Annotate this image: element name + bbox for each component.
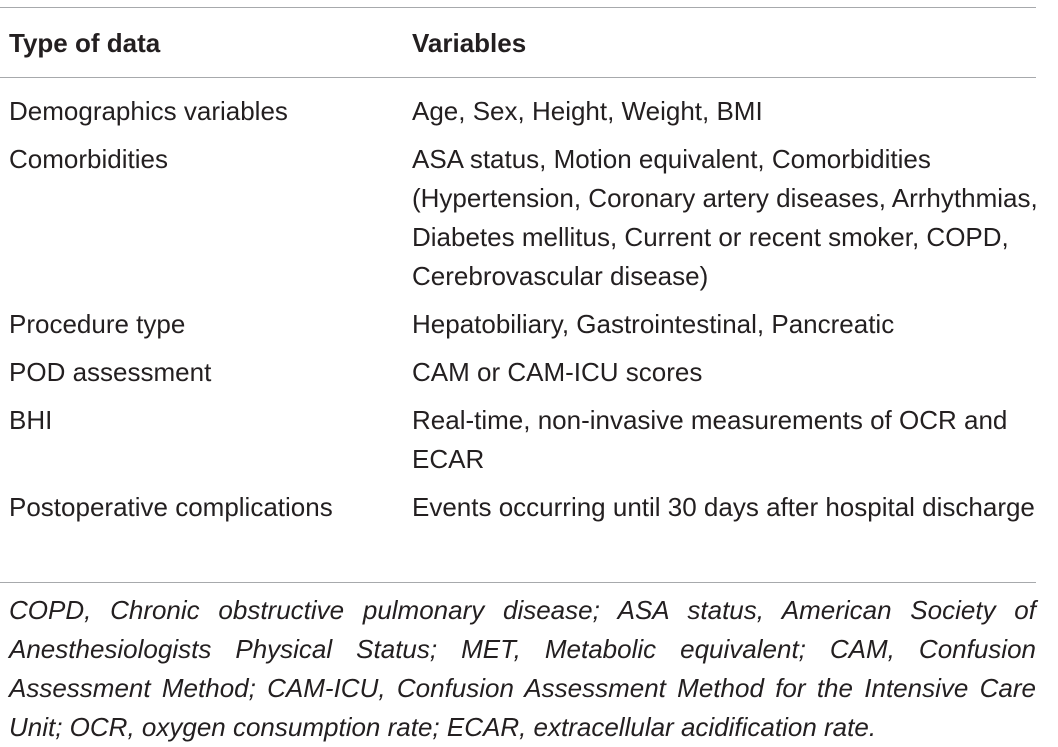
table-body <box>0 92 1058 536</box>
header-type-of-data: Type of data <box>9 28 161 58</box>
table-top-rule <box>0 7 1036 8</box>
header-variables: Variables <box>412 28 527 58</box>
table-header-row <box>0 23 1058 63</box>
row-variables-cell: Events occurring until 30 days after hospital discharge <box>412 492 1035 522</box>
row-variables-cell: Real-time, non-invasive measurements of OCR and ECAR <box>412 405 1008 474</box>
table-row <box>0 140 1058 296</box>
row-variables-cell: Age, Sex, Height, Weight, BMI <box>412 96 763 126</box>
row-type-cell: Demographics variables <box>9 96 288 126</box>
table-row <box>0 353 1058 392</box>
row-type-cell: Comorbidities <box>9 144 168 174</box>
row-variables-cell: CAM or CAM-ICU scores <box>412 357 703 387</box>
table-bottom-rule <box>0 582 1036 583</box>
table-row <box>0 488 1058 527</box>
row-type-cell: Procedure type <box>9 309 186 339</box>
table-row <box>0 401 1058 479</box>
row-variables-cell: Hepatobiliary, Gastrointestinal, Pancreatic <box>412 309 895 339</box>
table-row <box>0 305 1058 344</box>
table-header-rule <box>0 77 1036 78</box>
row-type-cell: BHI <box>9 405 53 435</box>
row-type-cell: POD assessment <box>9 357 212 387</box>
table-row <box>0 92 1058 131</box>
table-footnote: COPD, Chronic obstructive pulmonary disease; ASA status, American Society of Anesthesiologists Physical Status; MET, Metabolic equivalent; CAM, Confusion Assessment Method; CAM-ICU, Confusion Assessment Method for the Intensive Care Unit; OCR, oxygen consumption rate; ECAR, extracellular acidification rate. <box>9 595 1036 742</box>
row-variables-cell: ASA status, Motion equivalent, Comorbidities (Hypertension, Coronary artery diseases, Arrhythmias, Diabetes mellitus, Current or recent smoker, COPD, Cerebrovascular disease) <box>412 144 1038 291</box>
row-type-cell: Postoperative complications <box>9 492 333 522</box>
